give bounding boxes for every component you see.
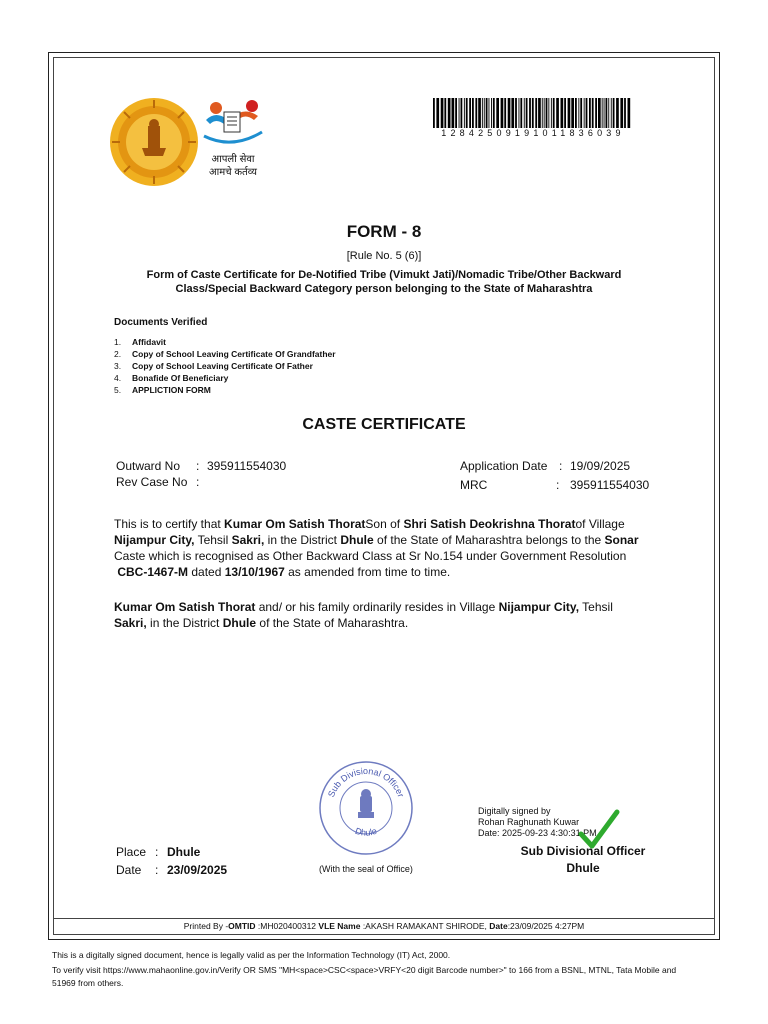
- document-item: 1. Affidavit: [114, 337, 166, 347]
- barcode-bar: [489, 98, 490, 128]
- barcode-bar: [455, 98, 457, 128]
- resolution-date: 13/10/1967: [224, 565, 285, 579]
- father-name: Shri Satish Deokrishna Thorat: [403, 517, 576, 531]
- barcode-bar: [452, 98, 455, 128]
- barcode-bar: [466, 98, 468, 128]
- maharashtra-emblem-icon: [108, 96, 200, 188]
- application-date-colon: :: [559, 459, 563, 473]
- barcode-bar: [448, 98, 451, 128]
- date-value: 23/09/2025: [167, 863, 228, 877]
- application-date-label: Application Date: [460, 459, 548, 473]
- barcode-bar: [519, 98, 520, 128]
- outward-no-colon: :: [196, 459, 200, 473]
- signer-name: Rohan Raghunath Kuwar: [478, 817, 580, 827]
- barcode-bar: [478, 98, 481, 128]
- barcode-bar: [475, 98, 477, 128]
- place-colon: :: [155, 845, 159, 859]
- barcode-bar: [548, 98, 549, 128]
- officer-designation: [508, 843, 658, 877]
- applicant-name: Kumar Om Satish Thorat: [114, 600, 256, 614]
- barcode-bar: [602, 98, 603, 128]
- logo-tagline: [196, 153, 270, 179]
- officer-title: Sub Divisional Officer: [520, 844, 646, 858]
- form-rule: [Rule No. 5 (6)]: [346, 250, 422, 262]
- signature-line1: Digitally signed by: [478, 806, 551, 816]
- village-name: Nijampur City,: [498, 600, 580, 614]
- barcode-bar: [484, 98, 485, 128]
- barcode-bar: [532, 98, 534, 128]
- outward-no-value: 395911554030: [207, 459, 287, 473]
- barcode-bar: [564, 98, 566, 128]
- barcode-bar: [598, 98, 601, 128]
- barcode-bar: [526, 98, 528, 128]
- barcode-bar: [551, 98, 552, 128]
- barcode-bar: [553, 98, 555, 128]
- date-colon: :: [155, 863, 159, 877]
- place-label: Place: [116, 845, 147, 859]
- certificate-paragraph-1: This is to certify that Kumar Om Satish ThoratSon of Shri Satish Deokrishna Thoratof Village Nijampur City, Tehsil Sakri, in the District Dhule of the State of Maharashtra belongs to the Sonar Caste which is recognised as Other Backward Class at Sr No.154 under Government Resolution CBC-1467-M dated 13/10/1967 as amended from time to time.: [114, 517, 639, 579]
- barcode-bar: [436, 98, 439, 128]
- barcode-bar: [606, 98, 608, 128]
- certificate-title: CASTE CERTIFICATE: [302, 416, 466, 433]
- barcode-bar: [556, 98, 559, 128]
- barcode-number: 12842509191011836039: [441, 128, 625, 138]
- barcode-bar: [613, 98, 615, 128]
- seal-top-text: Sub Divisional Officer: [326, 765, 407, 799]
- barcode-bar: [575, 98, 577, 128]
- village-name: Nijampur City,: [114, 533, 195, 547]
- barcode-bar: [589, 98, 591, 128]
- documents-heading: Documents Verified: [114, 317, 208, 328]
- logo-tagline-line2: आमचे कर्तव्य: [209, 167, 257, 178]
- document-item: 4. Bonafide Of Beneficiary: [114, 373, 229, 383]
- barcode-bar: [538, 98, 541, 128]
- barcode-bar: [469, 98, 471, 128]
- barcode-bar: [546, 98, 548, 128]
- barcode-bar: [620, 98, 623, 128]
- barcode-bar: [520, 98, 522, 128]
- document-item: 5. APPLICTION FORM: [114, 385, 211, 395]
- caste-name: Sonar: [604, 533, 639, 547]
- document-item: 2. Copy of School Leaving Certificate Of Grandfather: [114, 349, 336, 359]
- signature-date: Date: 2025-09-23 4:30:31 PM: [478, 828, 597, 838]
- barcode-bar: [501, 98, 504, 128]
- district-name: Dhule: [340, 533, 374, 547]
- barcode-bar: [535, 98, 537, 128]
- barcode-bar: [496, 98, 499, 128]
- barcode-bar: [472, 98, 474, 128]
- barcode-bar: [504, 98, 506, 128]
- barcode-bar: [524, 98, 525, 128]
- form-title: FORM - 8: [346, 222, 422, 241]
- district-name: Dhule: [222, 616, 257, 630]
- barcode-bar: [529, 98, 531, 128]
- barcode-bar: [441, 98, 444, 128]
- mrc-colon: :: [556, 478, 560, 492]
- barcode-bar: [561, 98, 564, 128]
- barcode-bar: [571, 98, 574, 128]
- barcode-bar: [608, 98, 609, 128]
- barcode-bar: [508, 98, 511, 128]
- barcode-bar: [580, 98, 582, 128]
- office-seal-stamp: [318, 760, 414, 856]
- mrc-label: MRC: [460, 478, 488, 492]
- logo-tagline-line1: आपली सेवा: [211, 154, 255, 165]
- footer-legal-note: This is a digitally signed document, hence is legally valid as per the Information Technology (IT) Act, 2000.: [52, 950, 451, 960]
- barcode-bar: [578, 98, 579, 128]
- barcode-bar: [544, 98, 545, 128]
- barcode-bar: [624, 98, 626, 128]
- svg-text:Dhule: [354, 826, 378, 838]
- officer-office: Dhule: [566, 861, 600, 875]
- barcode-bar: [464, 98, 465, 128]
- barcode-bar: [568, 98, 571, 128]
- documents-list: [114, 336, 336, 396]
- tehsil-name: Sakri,: [114, 616, 147, 630]
- barcode-bar: [586, 98, 588, 128]
- date-row: [116, 863, 228, 877]
- footer-verify-line-2: 51969 from others.: [52, 978, 124, 988]
- place-row: [116, 845, 201, 859]
- aapli-seva-logo-icon: [202, 98, 264, 150]
- barcode-bar: [459, 98, 460, 128]
- barcode-bar: [611, 98, 612, 128]
- barcode-bar: [433, 98, 435, 128]
- document-item: 3. Copy of School Leaving Certificate Of Father: [114, 361, 313, 371]
- seal-note: (With the seal of Office): [319, 864, 413, 874]
- barcode-bar: [592, 98, 594, 128]
- barcode-bar: [595, 98, 597, 128]
- form-subtitle: [100, 268, 668, 296]
- rev-case-label: Rev Case No: [116, 475, 188, 489]
- application-date-value: 19/09/2025: [570, 459, 631, 473]
- seal-bottom-text: Dhule: [353, 825, 379, 838]
- barcode-bar: [628, 98, 631, 128]
- barcode-image: [433, 98, 633, 128]
- national-emblem-icon: [358, 789, 374, 818]
- date-label: Date: [116, 863, 142, 877]
- form-subtitle-line1: Form of Caste Certificate for De-Notified Tribe (Vimukt Jati)/Nomadic Tribe/Other Backward: [146, 269, 622, 281]
- certificate-paragraph-2: Kumar Om Satish Thorat and/ or his family ordinarily resides in Village Nijampur City, Tehsil Sakri, in the District Dhule of the State of Maharashtra.: [114, 600, 613, 630]
- outward-no-label: Outward No: [116, 459, 181, 473]
- footer-verify-line: To verify visit https://www.mahaonline.gov.in/Verify OR SMS "MH<space>CSC<space>VRFY<20 digit Barcode number>" to 166 from a BSNL, MTNL, Tata Mobile and: [52, 965, 677, 975]
- barcode-bar: [616, 98, 619, 128]
- barcode-bar: [511, 98, 514, 128]
- barcode-bar: [542, 98, 543, 128]
- place-value: Dhule: [167, 845, 201, 859]
- printed-by-bar: Printed By -OMTID :MH020400312 VLE Name :AKASH RAMAKANT SHIRODE, Date:23/09/2025 4:27PM: [53, 918, 715, 934]
- mrc-value: 395911554030: [570, 478, 650, 492]
- barcode-bar: [604, 98, 605, 128]
- tehsil-name: Sakri,: [231, 533, 265, 547]
- resolution-number: CBC-1467-M: [117, 565, 189, 579]
- form-subtitle-line2: Class/Special Backward Category person belonging to the State of Maharashtra: [175, 283, 593, 295]
- barcode-bar: [584, 98, 585, 128]
- applicant-name: Kumar Om Satish Thorat: [224, 517, 366, 531]
- barcode-bar: [444, 98, 446, 128]
- barcode-bar: [461, 98, 463, 128]
- rev-case-colon: :: [196, 475, 200, 489]
- barcode-bar: [493, 98, 495, 128]
- barcode-bar: [491, 98, 492, 128]
- barcode-bar: [482, 98, 483, 128]
- barcode-bar: [486, 98, 488, 128]
- barcode-bar: [515, 98, 517, 128]
